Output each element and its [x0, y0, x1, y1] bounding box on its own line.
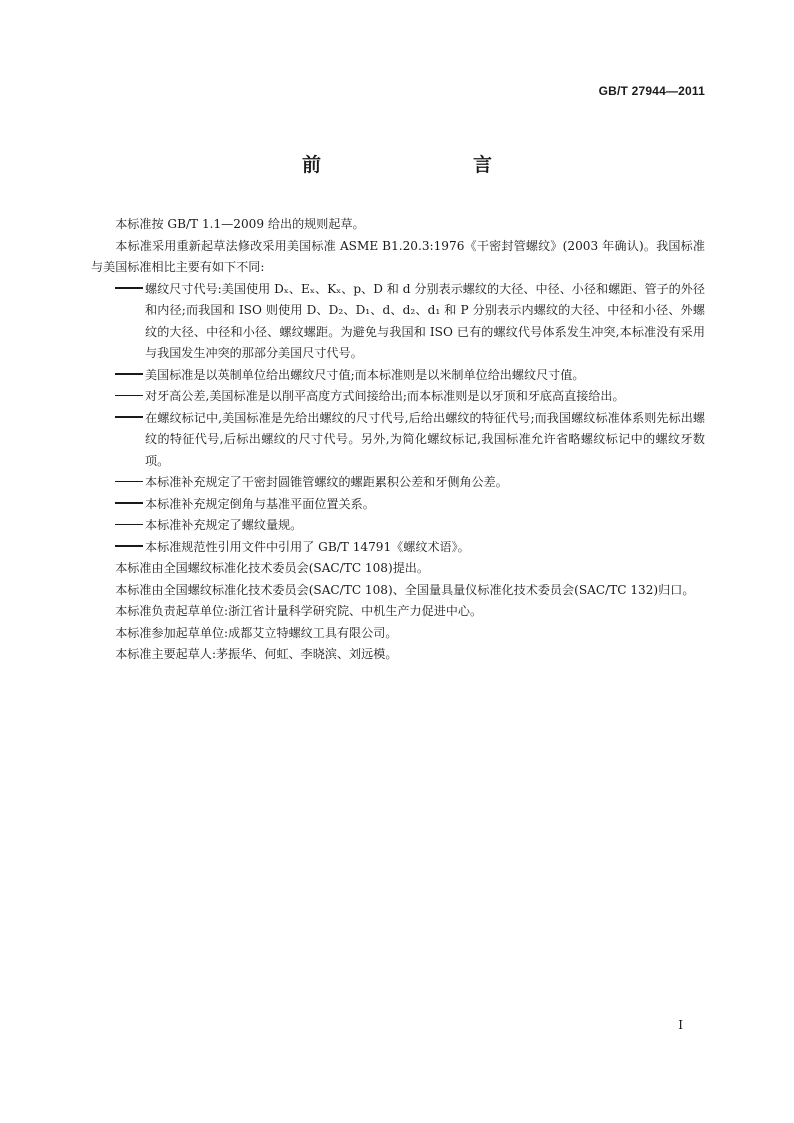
dash-bullet [115, 279, 145, 301]
dash-bullet [115, 408, 145, 430]
paragraph-participating-units: 本标准参加起草单位:成都艾立特螺纹工具有限公司。 [115, 625, 398, 640]
difference-text: 本标准补充规定了螺纹量规。 [145, 518, 303, 532]
paragraph-drafters: 本标准主要起草人:茅振华、何虹、李晓滨、刘远模。 [115, 647, 398, 661]
dash-bullet [115, 386, 145, 408]
difference-item [91, 494, 705, 516]
difference-item [91, 365, 705, 387]
difference-text: 螺纹尺寸代号:美国使用 Dₓ、Eₓ、Kₓ、p、D 和 d 分别表示螺纹的大径、中径、小径和螺距、管子的外径和内径;而我国和 ISO 则使用 D、D₂、D₁、d、d₂、d₁ 和 P 分别表示内螺纹的大径、中径和小径、外螺纹的大径、中径和小径、螺纹螺距。为避免与我国和 ISO 已有的螺纹代号体系发生冲突,本标准没有采用与我国发生冲突的那部分美国尺寸代号。 [145, 281, 705, 360]
foreword-body [91, 214, 705, 666]
standard-code: GB/T 27944—2011 [598, 84, 705, 98]
difference-item [91, 279, 705, 365]
dash-bullet [115, 515, 145, 537]
difference-text: 对牙高公差,美国标准是以削平高度方式间接给出;而本标准则是以牙顶和牙底高直接给出。 [145, 389, 625, 403]
dash-bullet [115, 537, 145, 559]
difference-item [91, 537, 705, 559]
paragraph-drafting-units: 本标准负责起草单位:浙江省计量科学研究院、中机生产力促进中心。 [115, 604, 483, 618]
difference-text: 美国标准是以英制单位给出螺纹尺寸值;而本标准则是以米制单位给出螺纹尺寸值。 [145, 367, 585, 382]
difference-item [91, 515, 705, 537]
dash-bullet [115, 472, 145, 494]
paragraph-drafting-rules: 本标准按 GB/T 1.1—2009 给出的规则起草。 [115, 217, 365, 231]
paragraph-under-jurisdiction: 本标准由全国螺纹标准化技术委员会(SAC/TC 108)、全国量具量仪标准化技术委员会(SAC/TC 132)归口。 [115, 582, 695, 597]
dash-bullet [115, 494, 145, 516]
difference-text: 本标准补充规定了干密封圆锥管螺纹的螺距累积公差和牙侧角公差。 [145, 475, 508, 489]
difference-text: 本标准规范性引用文件中引用了 GB/T 14791《螺纹术语》。 [145, 539, 470, 554]
paragraph-adoption: 本标准采用重新起草法修改采用美国标准 ASME B1.20.3:1976《干密封管螺纹》(2003 年确认)。我国标准与美国标准相比主要有如下不同: [91, 238, 705, 274]
difference-item [91, 472, 705, 494]
difference-text: 在螺纹标记中,美国标准是先给出螺纹的尺寸代号,后给出螺纹的特征代号;而我国螺纹标准体系则先标出螺纹的特征代号,后标出螺纹的尺寸代号。另外,为简化螺纹标记,我国标准允许省略螺纹标记中的螺纹牙数项。 [145, 410, 705, 468]
paragraph-proposed-by: 本标准由全国螺纹标准化技术委员会(SAC/TC 108)提出。 [115, 561, 429, 575]
difference-item [91, 408, 705, 473]
difference-text: 本标准补充规定倒角与基准平面位置关系。 [145, 496, 375, 511]
page-title: 前 言 [301, 154, 530, 176]
difference-item [91, 386, 705, 408]
dash-bullet [115, 365, 145, 387]
page-number: I [678, 1018, 683, 1032]
